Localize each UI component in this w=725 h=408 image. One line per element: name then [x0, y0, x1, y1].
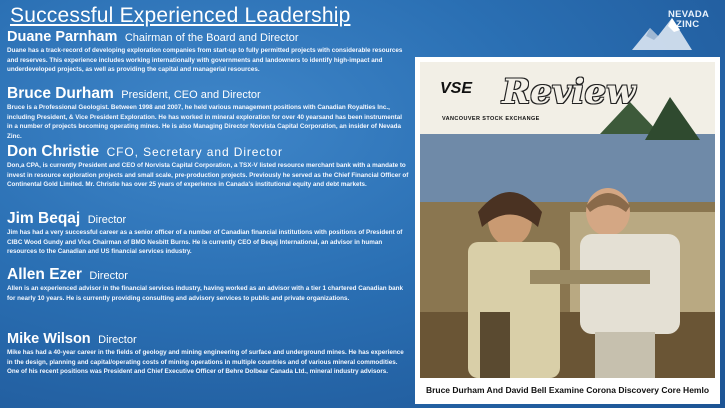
person-duane-parnham: [7, 29, 409, 75]
person-name: Bruce Durham: [7, 85, 114, 102]
person-bio: Duane has a track-record of developing exploration companies from start-up to fully permitted projects with considerable resources and reserves. This experience includes working internationally with governments and landowners to identify high-impact and underdeveloped projects, as well as providing the capital and managerial resources.: [7, 47, 403, 74]
magazine-brand: VSE: [440, 80, 473, 97]
company-logo: [632, 8, 720, 50]
photo-caption: Bruce Durham And David Bell Examine Corona Discovery Core Hemlo: [425, 385, 710, 395]
magazine-photo-frame: [415, 57, 720, 404]
person-role: Director: [89, 270, 128, 282]
person-role: CFO, Secretary and Director: [106, 145, 283, 159]
person-allen-ezer: [7, 267, 409, 303]
magazine-title: Review: [502, 72, 636, 112]
person-role: President, CEO and Director: [121, 89, 261, 101]
magazine-subtitle: VANCOUVER STOCK EXCHANGE: [442, 116, 540, 122]
person-name: Mike Wilson: [7, 331, 91, 347]
person-name: Duane Parnham: [7, 29, 118, 45]
person-bruce-durham: [7, 86, 409, 141]
person-role: Director: [98, 334, 137, 346]
page-title: Successful Experienced Leadership: [10, 4, 351, 27]
person-bio: Don,a CPA, is currently President and CEO of Norvista Capital Corporation, a TSX-V listed resource merchant bank with a mandate to invest in resource exploration projects and small scale, pre-production projects. Previously he served as the Chief Financial Officer of Continental Gold Limited. Mr. Christie has over 25 years of experience in Canada's institutional equity and debt markets.: [7, 162, 409, 189]
person-mike-wilson: [7, 331, 409, 377]
person-bio: Bruce is a Professional Geologist. Between 1998 and 2007, he held various management positions with Canadian Royalties Inc., including President, & Vice President Exploration. He has worked in mineral exploration for over 40 yearsand has been instrumental in a number of projects becoming operating mines. He is also Managing Director Norvista Capital Corporation, an insider of Nevada Zinc.: [7, 104, 402, 140]
logo-line2: ZINC: [676, 19, 700, 30]
person-role: Chairman of the Board and Director: [124, 32, 299, 44]
person-name: Jim Beqaj: [7, 210, 81, 227]
mountain-logo-icon: [632, 16, 692, 50]
person-bio: Jim has had a very successful career as a senior officer of a number of Canadian financial institutions with positions of President of CIBC Wood Gundy and Vice Chairman of BMO Nesbitt Burns. He is currently CEO of Beqaj International, an advisor in human resources to the Canadian and US financial services industry.: [7, 229, 403, 256]
magazine-cover-photo: [420, 62, 715, 378]
person-jim-beqaj: [7, 211, 409, 257]
logo-line1: NEVADA: [668, 9, 710, 20]
person-don-christie: [7, 144, 409, 190]
person-bio: Mike has had a 40-year career in the fields of geology and mining engineering of surface and underground mines. He has experience in the design, planning and capital/operating costs of mining operations in multiple countries and of various mineral commodities. One of his recent positions was President and Chief Executive Officer of Behre Dolbear Canada Ltd., mineral industry advisors.: [7, 349, 404, 376]
person-bio: Allen is an experienced advisor in the financial services industry, having worked as an advisor with a tier 1 chartered Canadian bank for nearly 10 years. He is currently providing consulting and advisory services to public and private organizations.: [7, 285, 404, 302]
person-role: Director: [87, 214, 127, 226]
person-name: Allen Ezer: [7, 266, 82, 283]
person-name: Don Christie: [7, 143, 100, 160]
